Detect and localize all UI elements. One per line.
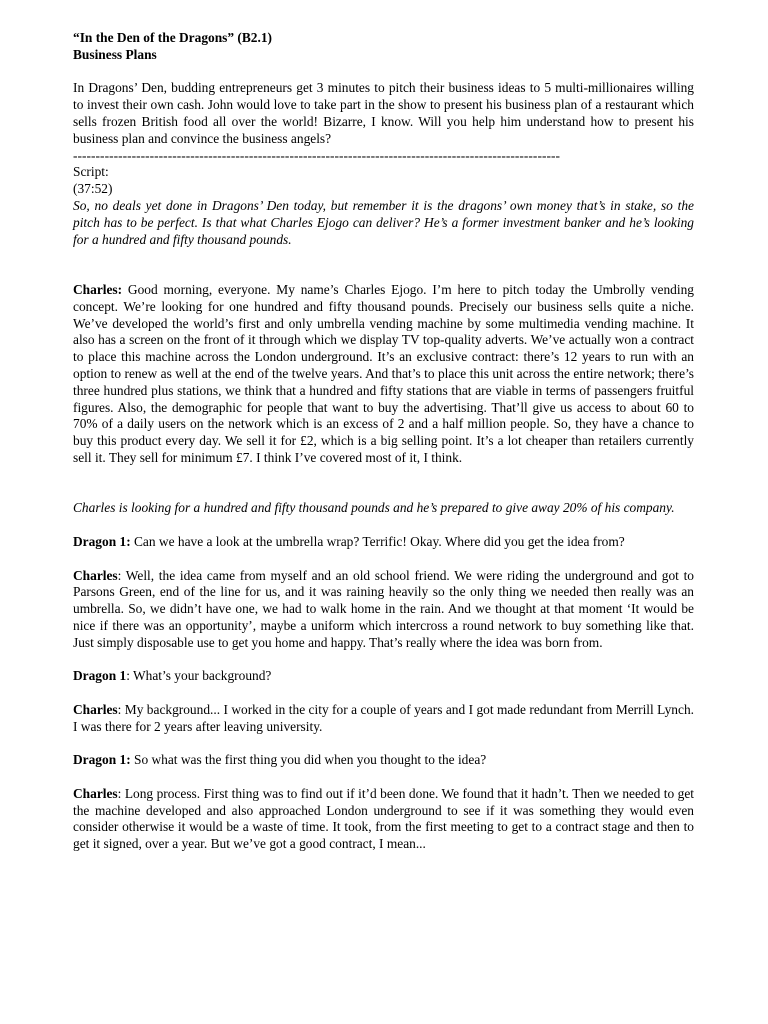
dialogue-paragraph xyxy=(73,282,694,467)
narration-paragraph: Charles is looking for a hundred and fifty thousand pounds and he’s prepared to give away 20% of his company. xyxy=(73,500,675,516)
speaker-label: Dragon 1 xyxy=(73,668,127,684)
dashed-divider: ------------------------------------------------------------------------------------------------------------ xyxy=(73,147,560,163)
dialogue-paragraph xyxy=(73,786,694,853)
dialogue-text: So what was the first thing you did when you thought to the idea? xyxy=(130,752,487,768)
speaker-label: Dragon 1: xyxy=(73,533,131,549)
dialogue-text: Can we have a look at the umbrella wrap? Terrific! Okay. Where did you get the idea from? xyxy=(130,533,625,549)
dialogue-text: : What’s your background? xyxy=(126,668,272,684)
speaker-label: Charles xyxy=(73,567,118,583)
dialogue-text: Good morning, everyone. My name’s Charles Ejogo. I’m here to pitch today the Umbrolly vending concept. We’re looking for one hundred and fifty thousand pounds. Precisely our business sells quite a niche. We’ve developed the world’s first and only umbrella vending machine by some multimedia vending machine. It also has a screen on the front of it through which we display TV top-quality adverts. We’ve actually won a contract to place this machine across the London underground. It’s an exclusive contract: there’s 12 years to run with an option to renew as well at the end of the twelve years. And that’s to place this unit across the entire network; there’s three hundred plus stations, we think that a hundred and fifty stations that are viable in terms of passengers fruitful figures. Also, the demographic for people that want to buy the advertising. That’ll give us access to about 60 to 70% of a daily users on the network which is an excess of 2 and a half million people. So, they have a chance to buy this product every day. We sell it for £2, which is a big selling point. It’s a lot cheaper than retailers currently sell it. They sell for minimum £7. I think I’ve covered most of it, I think. xyxy=(73,281,694,465)
timestamp: (37:52) xyxy=(73,181,113,197)
document-page xyxy=(73,30,694,853)
speaker-label: Charles: xyxy=(73,281,123,297)
narration-paragraph: So, no deals yet done in Dragons’ Den today, but remember it is the dragons’ own money that’s in stake, so the pitch has to be perfect. Is that what Charles Ejogo can deliver? He’s a former investment banker and he’s looking for a hundred and fifty thousand pounds. xyxy=(73,197,694,247)
dialogue-paragraph xyxy=(73,702,694,736)
speaker-label: Charles xyxy=(73,701,118,717)
dialogue-text: : My background... I worked in the city for a couple of years and I got made redundant from Merrill Lynch. I was there for 2 years after leaving university. xyxy=(73,701,694,734)
dialogue-text: : Long process. First thing was to find out if it’d been done. We found that it hadn’t. Then we needed to get the machine developed and also approached London underground to see if it was something they would even consider otherwise it would be a waste of time. It took, from the first meeting to get to a contract stage and then to get it signed, over a year. But we’ve got a good contract, I mean... xyxy=(73,785,694,852)
speaker-label: Dragon 1: xyxy=(73,752,131,768)
intro-paragraph: In Dragons’ Den, budding entrepreneurs get 3 minutes to pitch their business ideas to 5 multi-millionaires willing to invest their own cash. John would love to take part in the show to present his business plan of a restaurant which sells frozen British food all over the world! Bizarre, I know. Will you help him understand how to present his business plan and convince the business angels? xyxy=(73,80,694,146)
dialogue-paragraph xyxy=(73,568,694,652)
dialogue-paragraph xyxy=(73,668,694,685)
dialogue-text: : Well, the idea came from myself and an old school friend. We were riding the underground and got to Parsons Green, end of the line for us, and it was raining heavily so the only thing we needed then really was an umbrella. So, we didn’t have one, we had to walk home in the rain. And we thought at that moment ‘It would be nice if there was an opportunity’, maybe a uniform which intercross a round network to buy something like that. Just simply disposable use to get you home and happy. That’s really where the idea was born from. xyxy=(73,567,694,650)
dialogue-paragraph xyxy=(73,534,694,551)
dialogue-paragraph xyxy=(73,752,694,769)
speaker-label: Charles xyxy=(73,785,118,801)
script-label: Script: xyxy=(73,164,109,180)
page-title: “In the Den of the Dragons” (B2.1) xyxy=(73,30,272,45)
page-subtitle: Business Plans xyxy=(73,46,157,62)
